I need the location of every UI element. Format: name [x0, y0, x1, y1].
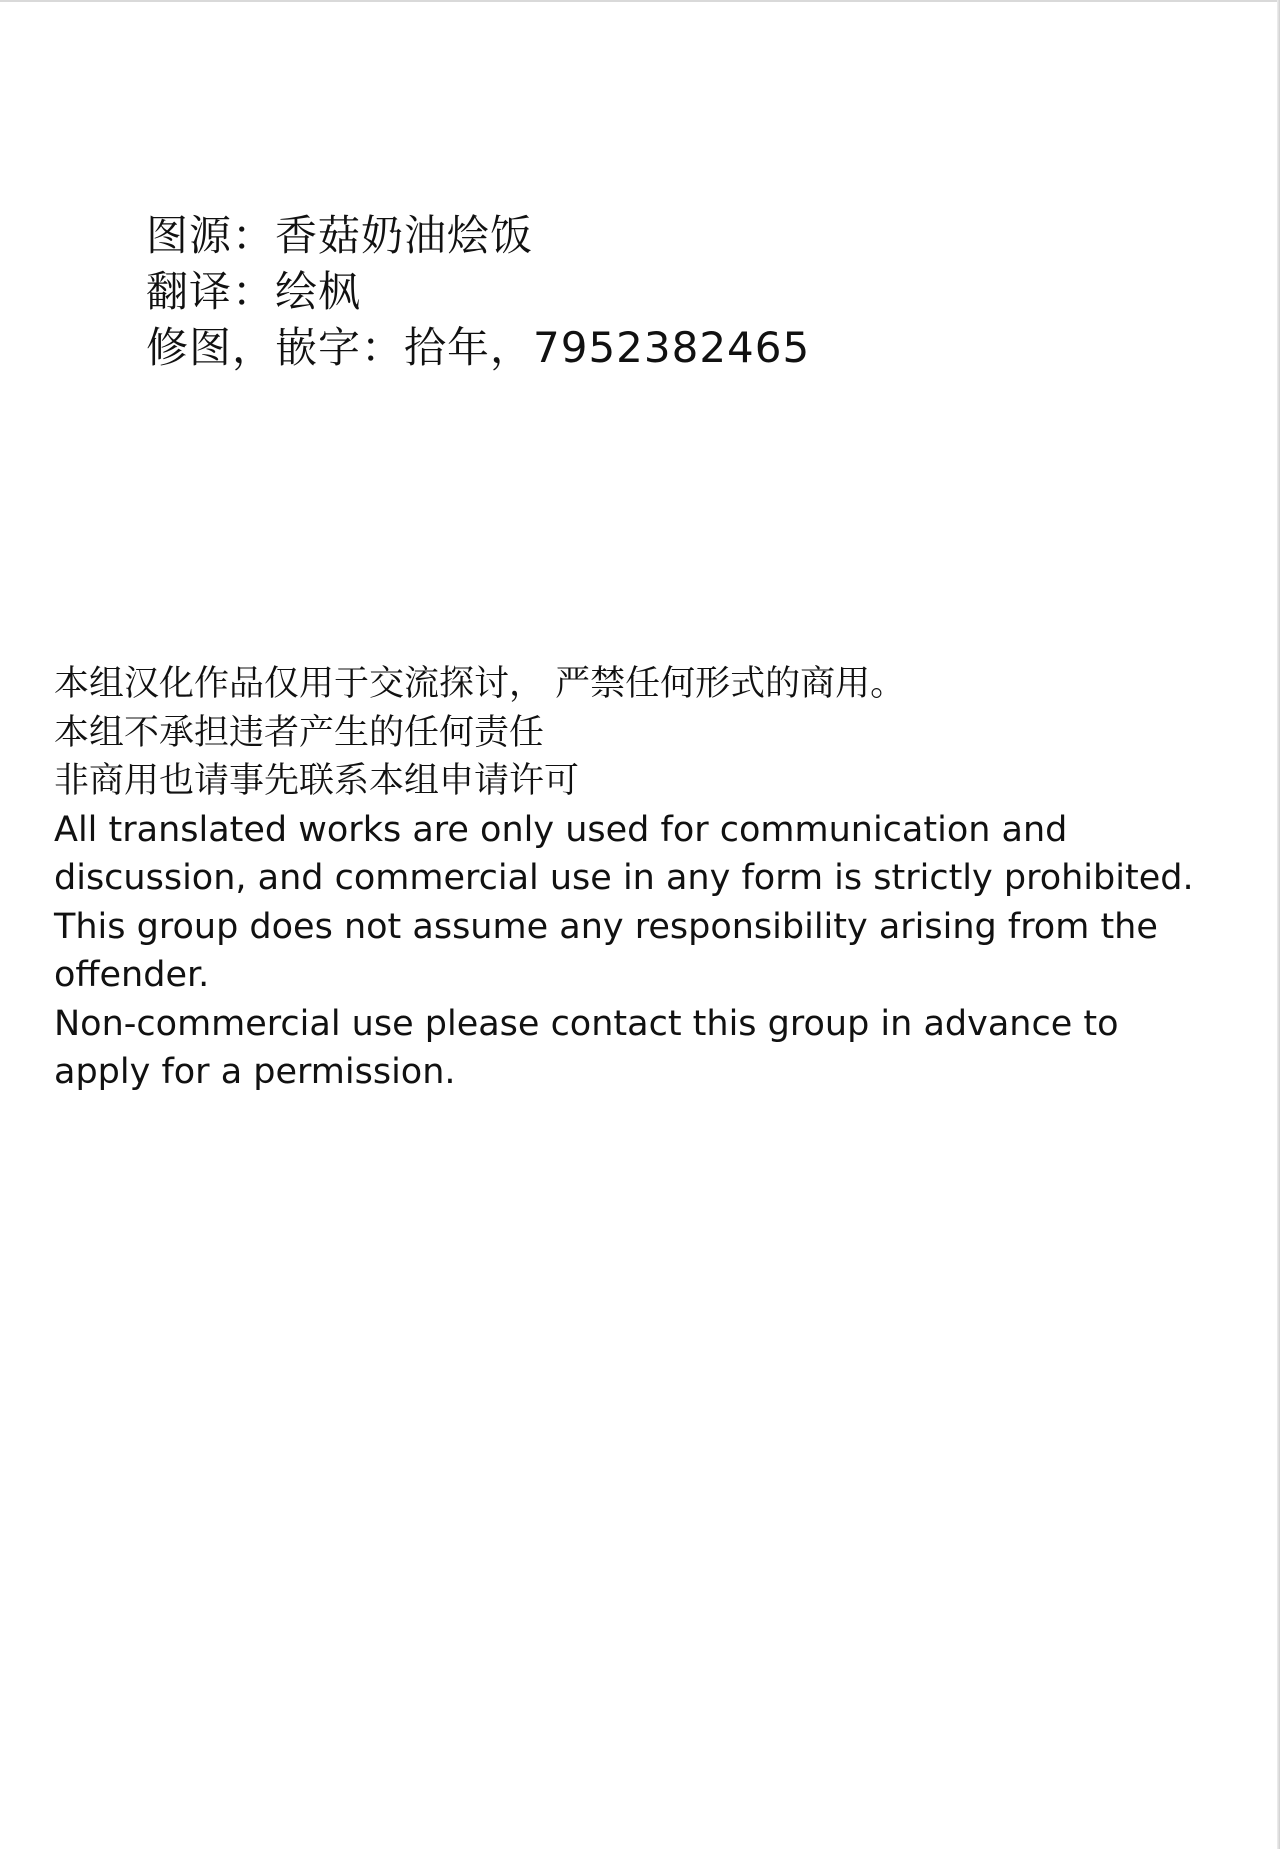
notice-en-line-6: apply for a permission. [54, 1052, 456, 1092]
notice-en-line-4: offender. [54, 955, 210, 995]
credit-editing: 修图，嵌字：拾年，7952382465 [146, 323, 811, 372]
notice-en-line-2: discussion, and commercial use in any form is strictly prohibited. [54, 858, 1194, 898]
credit-source: 图源：香菇奶油烩饭 [146, 211, 534, 260]
notice-cn-line-2: 本组不承担违者产生的任何责任 [54, 712, 545, 753]
notice-en-line-5: Non-commercial use please contact this group in advance to [54, 1003, 1119, 1044]
notice-en-line-3: This group does not assume any responsibility arising from the [54, 906, 1158, 947]
notice-cn-line-3: 非商用也请事先联系本组申请许可 [54, 761, 580, 801]
credit-translation: 翻译：绘枫 [146, 267, 362, 316]
notice-en-line-1: All translated works are only used for communication and [54, 809, 1068, 850]
credits-block [146, 208, 810, 376]
page-top-edge [0, 0, 1280, 2]
notice-cn-line-1: 本组汉化作品仅用于交流探讨， 严禁任何形式的商用。 [54, 664, 906, 704]
usage-notice [54, 660, 1249, 1097]
